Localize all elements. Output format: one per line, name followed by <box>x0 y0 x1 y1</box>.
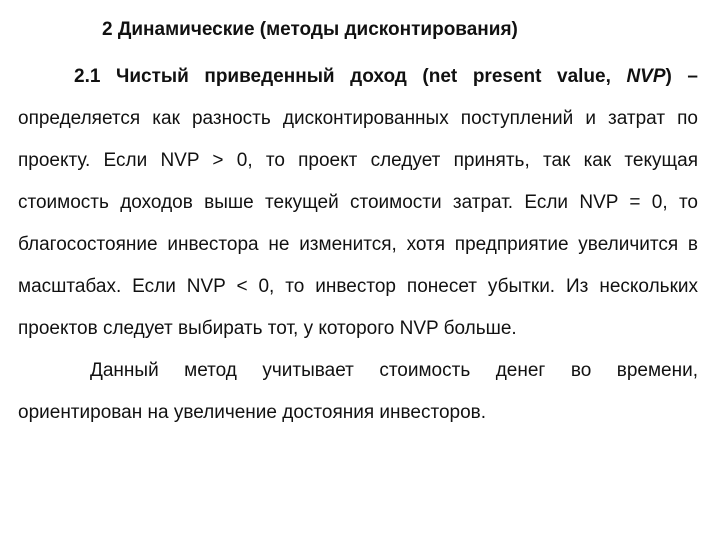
npv-title-abbr: NVP <box>626 66 666 87</box>
document-page <box>18 18 698 434</box>
npv-title-prefix: 2.1 Чистый приведенный доход (net present value, <box>74 66 627 87</box>
section-heading: 2 Динамические (методы дисконтирования) <box>102 19 518 40</box>
method-paragraph: Данный метод учитывает стоимость денег во времени, ориентирован на увеличение достояния инвесторов. <box>18 360 698 423</box>
npv-body-text: определяется как разность дисконтированных поступлений и затрат по проекту. Если NVP > 0, то проект следует принять, так как текущая стоимость доходов выше текущей стоимости затрат. Если NVP = 0, то благосостояние инвестора не изменится, хотя предприятие увеличится в масштабах. Если NVP < 0, то инвестор понесет убытки. Из нескольких проектов следует выбирать тот, у которого NVP больше. <box>18 108 698 339</box>
npv-paragraph <box>18 56 698 350</box>
npv-title-suffix: ) – <box>665 66 698 87</box>
